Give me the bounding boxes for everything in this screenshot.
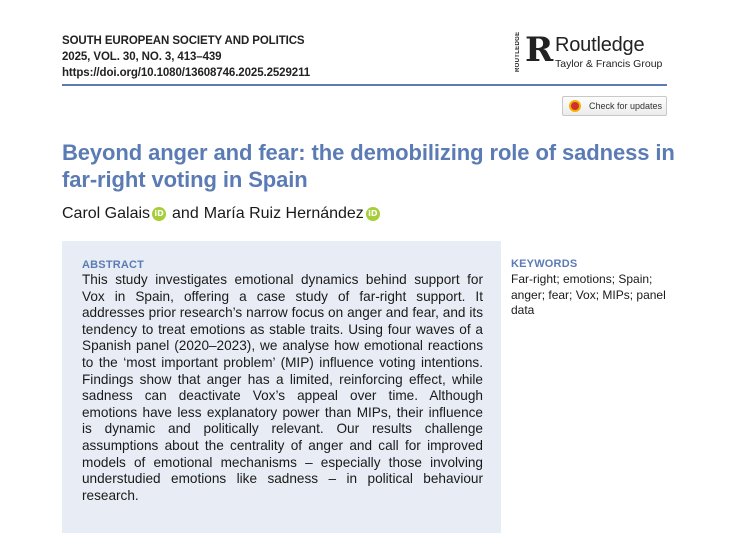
- check-updates-label: Check for updates: [589, 101, 663, 111]
- header-divider: [62, 84, 667, 86]
- publisher-name: Routledge: [555, 34, 645, 56]
- doi-link[interactable]: https://doi.org/10.1080/13608746.2025.2529211: [62, 67, 311, 79]
- keywords-list: Far-right; emotions; Spain; anger; fear; Vox; MIPs; panel data: [511, 272, 666, 317]
- publisher-vertical-text: ROUTLEDGE: [515, 31, 521, 72]
- author-list: [62, 204, 386, 224]
- check-updates-icon: [569, 100, 581, 112]
- article-title: Beyond anger and fear: the demobilizing role of sadness in far-right voting in Spain: [62, 140, 675, 192]
- abstract-section: [62, 241, 501, 533]
- publisher-group: Taylor & Francis Group: [555, 58, 663, 70]
- journal-info: [62, 33, 310, 81]
- publisher-logo: [515, 30, 675, 74]
- routledge-r-icon: R: [525, 30, 554, 70]
- abstract-text: This study investigates emotional dynamics behind support for Vox in Spain, offering a case study of far-right support. It addresses prior research’s narrow focus on anger and fear, and its tendency to treat emotions as stable traits. Using four waves of a Spanish panel (2020–2023), we analyse how emotional reactions to the ‘most important problem’ (MIP) influence voting intentions. Findings show that anger has a limited, reinforcing effect, while sadness can deactivate Vox’s appeal over time. Although emotions have less explanatory power than MIPs, their influence is dynamic and politically relevant. Our results challenge assumptions about the centrality of anger and call for improved models of emotional mechanisms – especially those involving understudied emotions like sadness – in political behaviour research.: [82, 272, 483, 503]
- journal-name: SOUTH EUROPEAN SOCIETY AND POLITICS: [62, 35, 305, 47]
- orcid-icon[interactable]: iD: [152, 207, 166, 221]
- keywords-section: [511, 258, 671, 319]
- keywords-heading: KEYWORDS: [511, 258, 578, 270]
- author-name[interactable]: Carol Galais: [62, 205, 151, 222]
- journal-issue: 2025, VOL. 30, NO. 3, 413–439: [62, 51, 222, 63]
- author-conjunction: and: [172, 205, 199, 222]
- author-name[interactable]: María Ruiz Hernández: [203, 205, 364, 222]
- abstract-heading: ABSTRACT: [82, 259, 145, 271]
- check-for-updates-button[interactable]: [562, 96, 667, 116]
- orcid-icon[interactable]: iD: [366, 207, 380, 221]
